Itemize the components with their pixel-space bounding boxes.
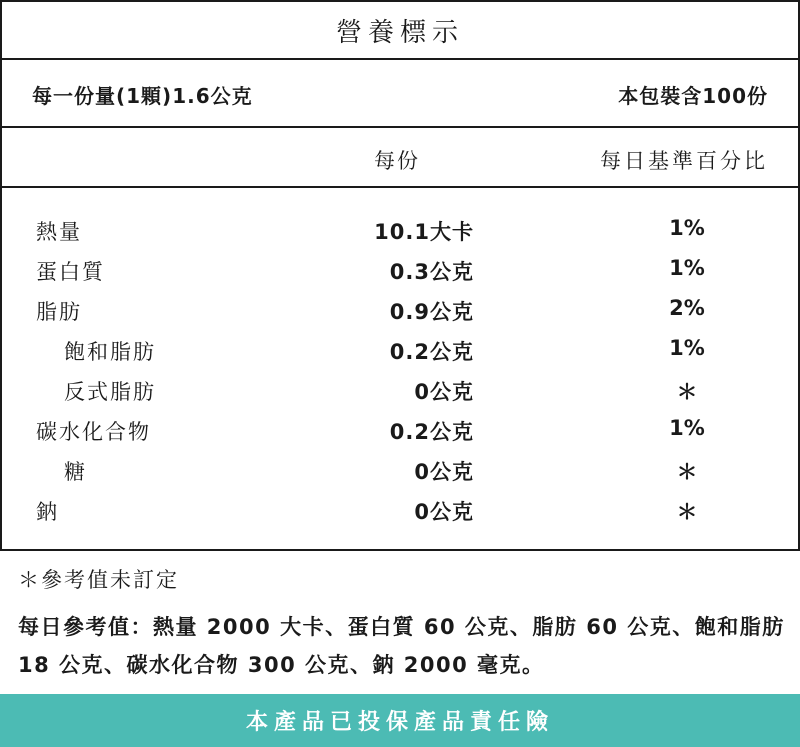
nutrient-daily-value: 1% [669,336,705,360]
nutrient-daily-value: 1% [669,416,705,440]
nutrient-row-trans-fat [2,370,798,410]
nutrient-amount: 0.3公克 [389,260,474,284]
nutrient-row-sodium [2,490,798,530]
nutrient-amount: 0.2公克 [389,340,474,364]
nutrient-row-sugar [2,450,798,490]
nutrient-amount: 10.1大卡 [374,220,474,244]
nutrient-name: 鈉 [36,500,59,524]
nutrient-row-saturated-fat [2,330,798,370]
nutrient-name: 蛋白質 [36,260,105,284]
nutrient-row-carbohydrate [2,410,798,450]
nutrient-daily-value: ＊ [676,380,698,404]
nutrient-daily-value: 2% [669,296,705,320]
nutrient-row-calories [2,210,798,250]
asterisk-note: ＊參考值未訂定 [18,568,179,592]
liability-insurance-banner: 本產品已投保產品責任險 [0,694,800,747]
footnotes [18,564,788,684]
nutrient-daily-value: 1% [669,256,705,280]
column-header-row [2,128,798,188]
nutrient-row-protein [2,250,798,290]
column-daily-value: 每日基準百分比 [600,149,768,173]
column-per-serving: 每份 [374,149,420,173]
nutrient-name: 反式脂肪 [64,380,156,404]
nutrient-name: 碳水化合物 [36,420,151,444]
serving-info-row [2,60,798,128]
nutrient-daily-value: ＊ [676,460,698,484]
nutrient-daily-value: 1% [669,216,705,240]
nutrition-title: 營養標示 [2,2,798,60]
servings-per-package: 本包裝含100份 [618,84,768,108]
nutrient-row-fat [2,290,798,330]
nutrient-amount: 0公克 [414,380,474,404]
nutrient-amount: 0公克 [414,500,474,524]
nutrient-name: 飽和脂肪 [64,340,156,364]
nutrient-name: 糖 [64,460,87,484]
serving-size: 每一份量(1顆)1.6公克 [32,84,253,108]
nutrient-name: 熱量 [36,220,82,244]
nutrient-name: 脂肪 [36,300,82,324]
nutrient-amount: 0.2公克 [389,420,474,444]
daily-reference-note: 每日參考值：熱量 2000 大卡、蛋白質 60 公克、脂肪 60 公克、飽和脂肪 18 公克、碳水化合物 300 公克、鈉 2000 毫克。 [18,615,785,677]
nutrient-amount: 0.9公克 [389,300,474,324]
nutrient-daily-value: ＊ [676,500,698,524]
nutrient-amount: 0公克 [414,460,474,484]
nutrient-list [2,210,798,530]
